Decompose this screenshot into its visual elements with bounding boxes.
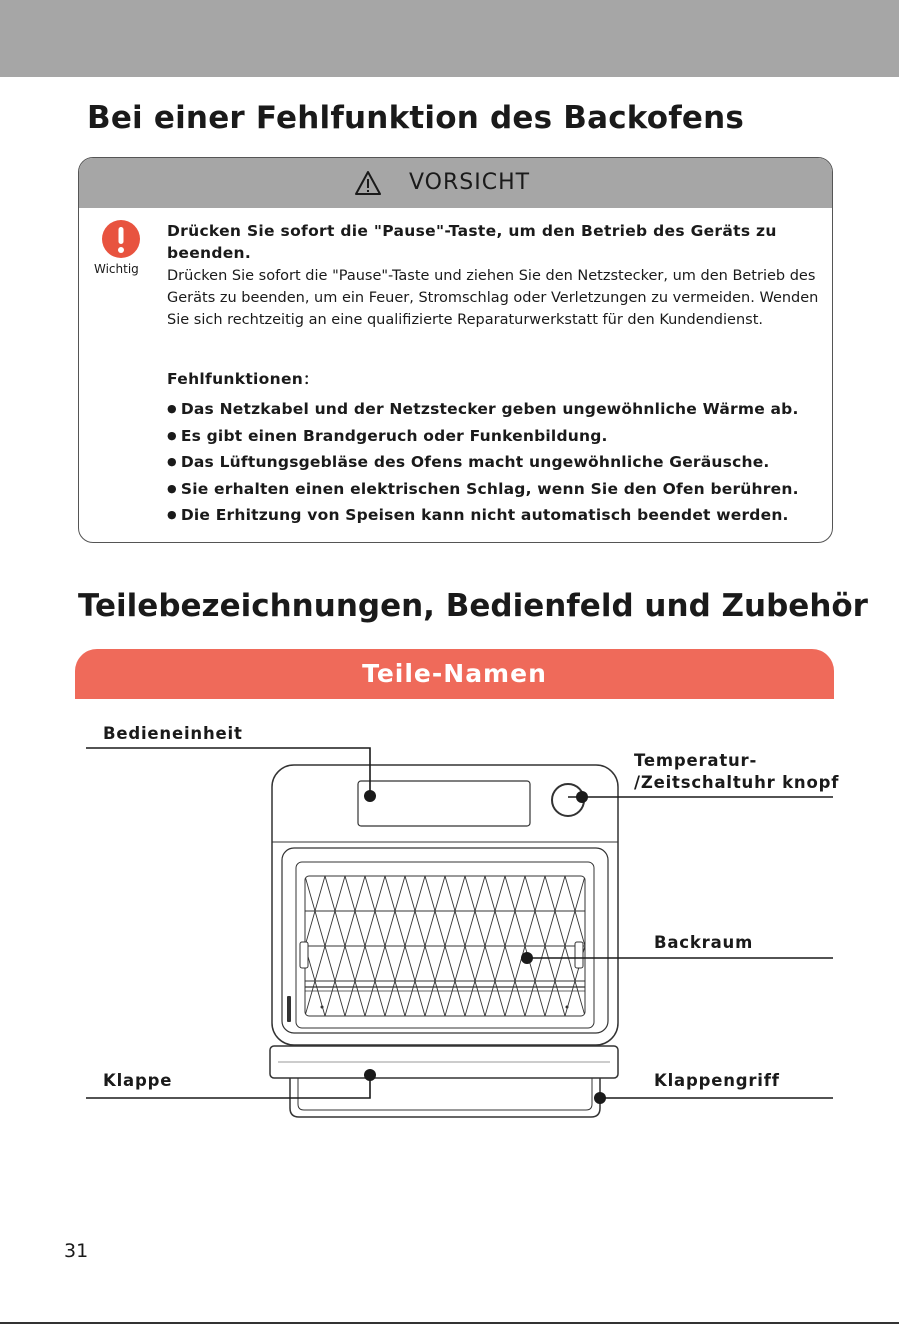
label-handle: Klappengriff [654, 1071, 780, 1090]
label-door: Klappe [103, 1071, 173, 1090]
malfunctions-title: Fehlfunktionen： [167, 370, 319, 388]
list-item: ● Es gibt einen Brandgeruch oder Funkenbildung. [167, 423, 827, 450]
label-knob-line1: Temperatur- [634, 751, 758, 770]
important-label: Wichtig [94, 262, 139, 276]
list-item: ● Das Lüftungsgebläse des Ofens macht ungewöhnliche Geräusche. [167, 449, 827, 476]
page-number: 31 [64, 1240, 89, 1262]
section-title-parts: Teilebezeichnungen, Bedienfeld und Zubehör [78, 588, 868, 624]
label-cavity: Backraum [654, 933, 754, 952]
list-item: ● Die Erhitzung von Speisen kann nicht automatisch beendet werden. [167, 502, 827, 529]
list-item: ● Das Netzkabel und der Netzstecker geben ungewöhnliche Wärme ab. [167, 396, 827, 423]
list-item: ● Sie erhalten einen elektrischen Schlag, wenn Sie den Ofen berühren. [167, 476, 827, 503]
display-window [358, 781, 530, 826]
section-title-malfunction: Bei einer Fehlfunktion des Backofens [87, 100, 745, 136]
label-knob-line2: /Zeitschaltuhr knopf [634, 773, 840, 792]
caution-description: Drücken Sie sofort die "Pause"-Taste und ziehen Sie den Netzstecker, um den Betrieb des Geräts zu beenden, um ein Feuer, Stromschlag oder Verletzungen zu vermeiden. Wenden Sie sich rechtzeitig an eine qualifizierte Reparaturwerkstatt für den Kundendienst. [167, 268, 819, 328]
label-control-unit: Bedieneinheit [103, 724, 243, 743]
parts-banner-title: Teile-Namen [362, 659, 547, 688]
caution-lead: Drücken Sie sofort die "Pause"-Taste, um den Betrieb des Geräts zu beenden. [167, 222, 777, 262]
caution-heading: VORSICHT [409, 170, 531, 195]
